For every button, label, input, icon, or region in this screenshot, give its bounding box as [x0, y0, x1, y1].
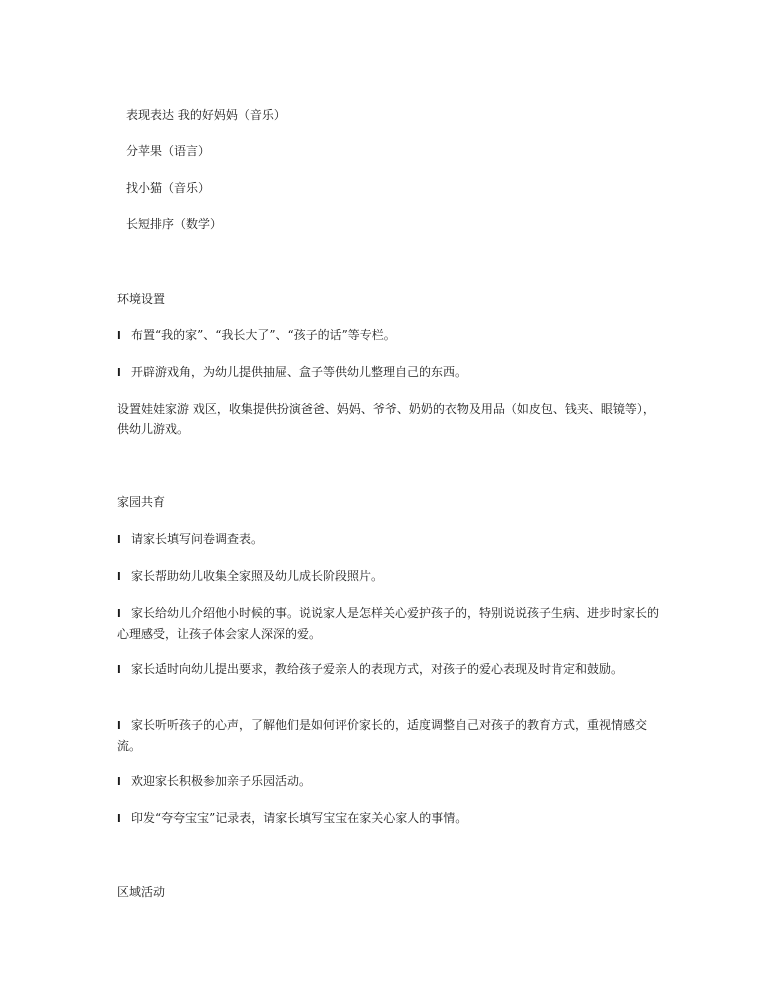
- list-item-text: 布置“我的家”、“我长大了”、“孩子的话”等专栏。: [131, 328, 396, 342]
- bullet-marker: l: [117, 533, 121, 546]
- bullet-marker: l: [117, 775, 121, 788]
- list-item: [117, 566, 383, 587]
- paragraph: 设置娃娃家游 戏区，收集提供扮演爸爸、妈妈、爷爷、奶奶的衣物及用品（如皮包、钱夹、眼镜等），供幼儿游戏。: [117, 402, 655, 436]
- list-item: [117, 771, 311, 792]
- activity-line: 找小猫（音乐）: [126, 181, 211, 195]
- bullet-marker: l: [117, 663, 121, 676]
- list-item: [117, 529, 263, 550]
- list-item-text: 家长适时向幼儿提出要求，教给孩子爱亲人的表现方式，对孩子的爱心表现及时肯定和鼓励。: [131, 662, 624, 676]
- bullet-marker: l: [117, 366, 121, 379]
- activity-line: 长短排序（数学）: [126, 217, 223, 231]
- bullet-marker: l: [117, 607, 121, 620]
- section-heading-area: 区域活动: [117, 885, 166, 899]
- list-item: [117, 808, 467, 829]
- bullet-marker: l: [117, 570, 121, 583]
- list-item-text: 请家长填写问卷调查表。: [131, 532, 264, 546]
- list-item: [117, 603, 662, 644]
- list-item-text: 家长帮助幼儿收集全家照及幼儿成长阶段照片。: [131, 569, 384, 583]
- list-item: [117, 659, 662, 680]
- list-item-text: 欢迎家长积极参加亲子乐园活动。: [131, 774, 312, 788]
- list-item-text: 家长听听孩子的心声，了解他们是如何评价家长的，适度调整自己对孩子的教育方式，重视情感交流。: [117, 718, 648, 753]
- list-item: [117, 325, 396, 346]
- list-item: [117, 362, 467, 383]
- activity-line: 表现表达 我的好妈妈（音乐）: [126, 108, 286, 122]
- bullet-marker: l: [117, 719, 121, 732]
- list-item-text: 家长给幼儿介绍他小时候的事。说说家人是怎样关心爱护孩子的，特别说说孩子生病、进步时家长的心理感受，让孩子体会家人深深的爱。: [117, 606, 660, 641]
- bullet-marker: l: [117, 812, 121, 825]
- bullet-marker: l: [117, 329, 121, 342]
- list-item-text: 印发“夸夸宝宝”记录表，请家长填写宝宝在家关心家人的事情。: [131, 811, 468, 825]
- activity-line: 分苹果（语言）: [126, 144, 211, 158]
- list-item-text: 开辟游戏角，为幼儿提供抽屉、盒子等供幼儿整理自己的东西。: [131, 365, 468, 379]
- section-heading-environment: 环境设置: [117, 292, 166, 306]
- section-heading-home: 家园共育: [117, 495, 166, 509]
- list-item: [117, 715, 662, 756]
